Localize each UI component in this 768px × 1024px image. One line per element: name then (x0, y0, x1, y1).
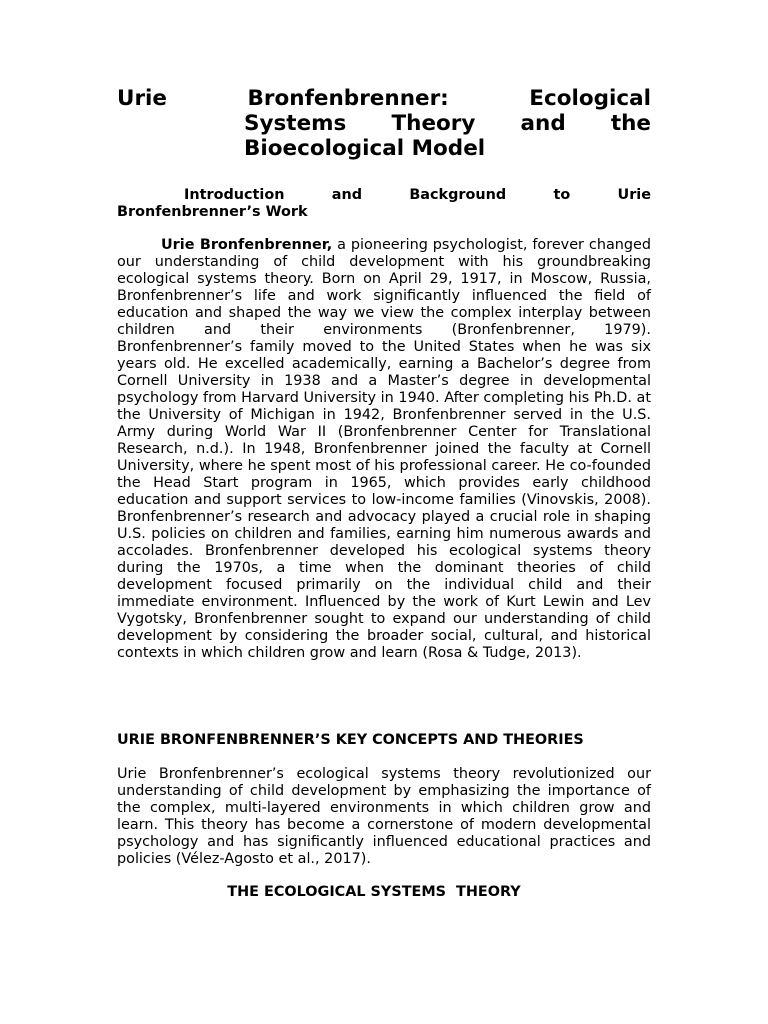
intro-heading-line-1: Introduction and Background to Urie (184, 187, 651, 203)
title-line-3: Bioecological Model (244, 136, 486, 161)
intro-heading (117, 187, 651, 221)
title-line-2: Systems Theory and the (244, 111, 651, 136)
key-concepts-heading: URIE BRONFENBRENNER’S KEY CONCEPTS AND THEORIES (117, 732, 584, 748)
title-line-1: Urie Bronfenbrenner: Ecological (117, 86, 651, 111)
paragraph-body: a pioneering psychologist, forever changed our understanding of child development with his groundbreaking ecological systems theory. Born on April 29, 1917, in Moscow, Russia, Bronfenbrenner’s life and work significantly influenced the field of education and shaped the way we view the complex interplay between children and their environments (Bronfenbrenner, 1979). Bronfenbrenner’s family moved to the United States when he was six years old. He excelled academically, earning a Bachelor’s degree from Cornell University in 1938 and a Master’s degree in developmental psychology from Harvard University in 1940. After completing his Ph.D. at the University of Michigan in 1942, Bronfenbrenner served in the U.S. Army during World War II (Bronfenbrenner Center for Translational Research, n.d.). In 1948, Bronfenbrenner joined the faculty at Cornell University, where he spent most of his professional career. He co-founded the Head Start program in 1965, which provides early childhood education and support services to low-income families (Vinovskis, 2008). Bronfenbrenner’s research and advocacy played a crucial role in shaping U.S. policies on children and families, earning him numerous awards and accolades. Bronfenbrenner developed his ecological systems theory during the 1970s, a time when the dominant theories of child development focused primarily on the individual child and their immediate environment. Influenced by the work of Kurt Lewin and Lev Vygotsky, Bronfenbrenner sought to expand our understanding of child development by considering the broader social, cultural, and historical contexts in which children grow and learn (Rosa & Tudge, 2013). (117, 237, 652, 661)
ecological-systems-heading: THE ECOLOGICAL SYSTEMS THEORY (227, 884, 521, 900)
paragraph-bold-lead: Urie Bronfenbrenner, (161, 237, 333, 253)
intro-paragraph (117, 237, 651, 662)
document-title (117, 86, 651, 161)
key-concepts-paragraph: Urie Bronfenbrenner’s ecological systems theory revolutionized our understanding of child development by emphasizing the importance of the complex, multi-layered environments in which children grow and learn. This theory has become a cornerstone of modern developmental psychology and has significantly influenced educational practices and policies (Vélez-Agosto et al., 2017). (117, 766, 651, 867)
intro-heading-line-2: Bronfenbrenner’s Work (117, 204, 308, 220)
